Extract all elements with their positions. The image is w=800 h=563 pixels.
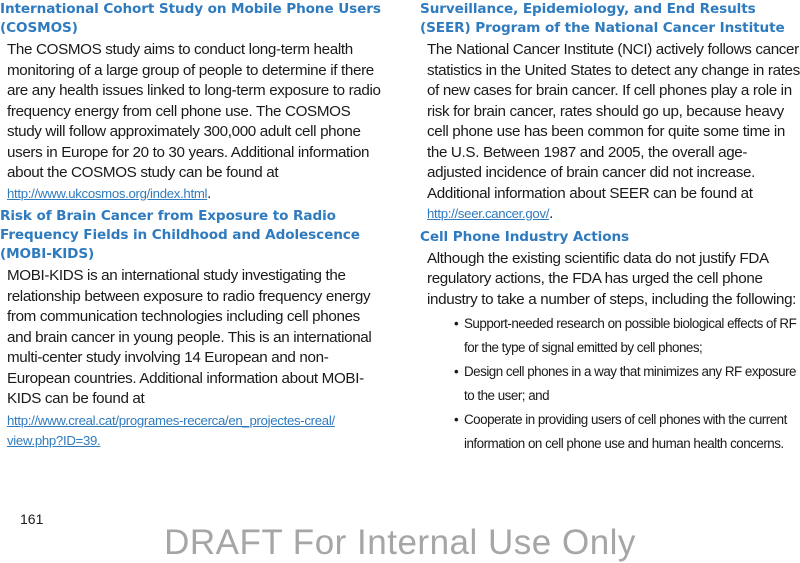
- mobikids-link-line1: http://www.creal.cat/programes-recerca/en_projectes-creal/: [7, 412, 335, 428]
- page-number: 161: [20, 511, 44, 527]
- bullet-text: Support-needed research on possible biological effects of RF for the type of signal emitted by cell phones;: [464, 316, 797, 355]
- cosmos-body-text: The COSMOS study aims to conduct long-term health monitoring of a large group of people to determine if there are any health issues linked to long-term exposure to radio frequency energy from cell phone use. The COSMOS study will follow approximately 300,000 adult cell phone users in Europe for 20 to 30 years. Additional information about the COSMOS study can be found at: [7, 41, 381, 181]
- right-column: [420, 0, 800, 456]
- seer-link-suffix: .: [549, 205, 553, 222]
- seer-heading: Surveillance, Epidemiology, and End Results (SEER) Program of the National Cancer Institute: [420, 1, 785, 36]
- industry-heading: Cell Phone Industry Actions: [420, 228, 630, 245]
- cosmos-link[interactable]: http://www.ukcosmos.org/index.html: [7, 185, 208, 201]
- bullet-icon: •: [454, 316, 459, 331]
- mobikids-body: [0, 266, 384, 410]
- list-item: [454, 408, 800, 456]
- bullet-icon: •: [454, 364, 459, 379]
- draft-watermark: DRAFT For Internal Use Only: [164, 523, 636, 562]
- cosmos-link-suffix: .: [207, 184, 212, 202]
- list-item: [454, 312, 800, 360]
- seer-body: [420, 40, 800, 225]
- bullet-text: Cooperate in providing users of cell phones with the current information on cell phone use and human health concerns.: [464, 412, 787, 451]
- cosmos-heading: International Cohort Study on Mobile Phone Users (COSMOS): [0, 1, 381, 36]
- bullet-text: Design cell phones in a way that minimizes any RF exposure to the user; and: [464, 364, 796, 403]
- industry-bullet-list: [420, 312, 800, 456]
- cosmos-body: [0, 40, 384, 204]
- seer-body-text: The National Cancer Institute (NCI) actively follows cancer statistics in the United States to detect any change in rates of new cases for brain cancer. If cell phones play a role in risk for brain cancer, rates should go up, because heavy cell phone use has been common for quite some time in the U.S. Between 1987 and 2005, the overall age-adjusted incidence of brain cancer did not increase. Additional information about SEER can be found at: [427, 41, 800, 202]
- mobikids-heading: Risk of Brain Cancer from Exposure to Radio Frequency Fields in Childhood and Adolescence (MOBI-KIDS): [0, 208, 360, 262]
- mobikids-link-line2: view.php?ID=39.: [7, 432, 101, 448]
- mobikids-link[interactable]: [0, 411, 384, 451]
- left-column: [0, 0, 384, 451]
- seer-link[interactable]: http://seer.cancer.gov/: [427, 206, 550, 221]
- bullet-icon: •: [454, 412, 459, 427]
- industry-body: Although the existing scientific data do not justify FDA regulatory actions, the FDA has urged the cell phone industry to take a number of steps, including the following:: [427, 249, 797, 308]
- list-item: [454, 360, 800, 408]
- mobikids-body-text: MOBI-KIDS is an international study investigating the relationship between exposure to radio frequency energy from communication technologies including cell phones and brain cancer in young people. This is an international multi-center study involving 14 European and non-European countries. Additional information about MOBI-KIDS can be found at: [7, 267, 372, 407]
